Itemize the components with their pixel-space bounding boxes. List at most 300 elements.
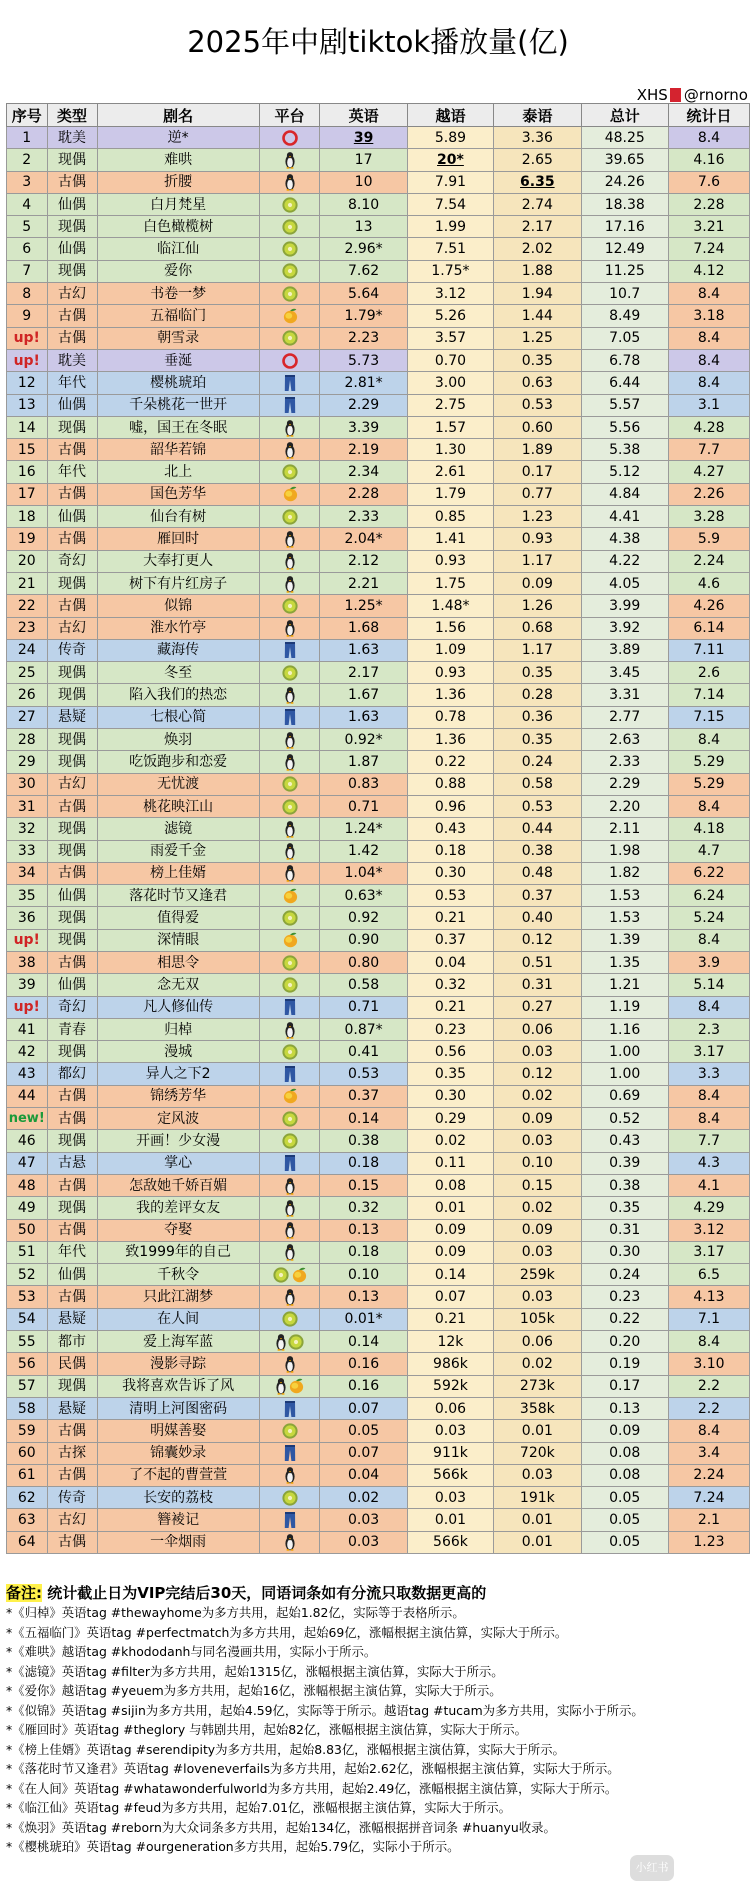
english-views-cell: 2.21	[320, 572, 407, 594]
rank-cell: 13	[7, 394, 48, 416]
mango-icon	[290, 1267, 308, 1283]
header-stat-date: 统计日	[668, 104, 749, 127]
table-row	[7, 1219, 750, 1241]
drama-title-cell: 雨爱千金	[97, 840, 259, 862]
genre-cell: 年代	[47, 461, 97, 483]
drama-title-cell: 雁回时	[97, 528, 259, 550]
genre-cell: 现偶	[47, 907, 97, 929]
drama-title-cell: 临江仙	[97, 238, 259, 260]
platform-cell	[259, 149, 320, 171]
table-row	[7, 1108, 750, 1130]
drama-title-cell: 千秋令	[97, 1264, 259, 1286]
genre-cell: 古幻	[47, 283, 97, 305]
note-line: *《爱你》越语tag #yeuem为多方共用，起始16亿，涨幅根据主演估算，实际大于所示。	[6, 1683, 502, 1698]
kiwi-icon	[281, 219, 299, 235]
genre-cell: 都市	[47, 1331, 97, 1353]
rank-cell: up!	[7, 327, 48, 349]
vietnamese-views-cell: 0.30	[407, 1085, 493, 1107]
genre-cell: 奇幻	[47, 996, 97, 1018]
header-rank: 序号	[7, 104, 48, 127]
thai-views-cell: 0.38	[494, 840, 581, 862]
stat-date-cell: 3.1	[668, 394, 749, 416]
platform-cell	[259, 1264, 320, 1286]
penguin-icon	[284, 420, 296, 436]
kiwi-icon	[281, 665, 299, 681]
total-views-cell: 2.29	[581, 773, 668, 795]
platform-cell	[259, 885, 320, 907]
genre-cell: 古偶	[47, 1085, 97, 1107]
mango-icon	[281, 932, 299, 948]
genre-cell: 仙偶	[47, 974, 97, 996]
total-views-cell: 2.11	[581, 818, 668, 840]
rank-cell: 64	[7, 1531, 48, 1553]
rank-cell: 2	[7, 149, 48, 171]
english-views-cell: 2.12	[320, 550, 407, 572]
rank-cell: 22	[7, 595, 48, 617]
rank-cell: 50	[7, 1219, 48, 1241]
header-platform: 平台	[259, 104, 320, 127]
kiwi-icon	[281, 464, 299, 480]
platform-cell	[259, 1174, 320, 1196]
total-views-cell: 0.30	[581, 1241, 668, 1263]
rank-cell: 51	[7, 1241, 48, 1263]
genre-cell: 仙偶	[47, 506, 97, 528]
platform-cell	[259, 1130, 320, 1152]
kiwi-icon	[281, 799, 299, 815]
penguin-icon	[275, 1334, 287, 1350]
total-views-cell: 48.25	[581, 127, 668, 149]
table-row	[7, 260, 750, 282]
genre-cell: 都幻	[47, 1063, 97, 1085]
vietnamese-views-cell: 12k	[407, 1331, 493, 1353]
genre-cell: 古幻	[47, 1509, 97, 1531]
platform-cell	[259, 1197, 320, 1219]
genre-cell: 现偶	[47, 751, 97, 773]
thai-views-cell: 259k	[494, 1264, 581, 1286]
penguin-icon	[284, 620, 296, 636]
stat-date-cell: 4.16	[668, 149, 749, 171]
jeans-icon	[284, 999, 296, 1015]
drama-title-cell: 千朵桃花一世开	[97, 394, 259, 416]
stat-date-cell: 4.29	[668, 1197, 749, 1219]
thai-views-cell: 0.01	[494, 1531, 581, 1553]
thai-views-cell: 1.23	[494, 506, 581, 528]
note-line: *《焕羽》英语tag #reborn为大众词条多方共用，起始134亿，涨幅根据拼音词条 #huanyu收录。	[6, 1819, 556, 1835]
table-row	[7, 327, 750, 349]
thai-views-cell: 358k	[494, 1397, 581, 1419]
genre-cell: 耽美	[47, 127, 97, 149]
vietnamese-views-cell: 1.41	[407, 528, 493, 550]
genre-cell: 悬疑	[47, 1397, 97, 1419]
thai-views-cell: 0.44	[494, 818, 581, 840]
penguin-icon	[284, 1467, 296, 1483]
stat-date-cell: 8.4	[668, 996, 749, 1018]
total-views-cell: 2.77	[581, 706, 668, 728]
genre-cell: 现偶	[47, 729, 97, 751]
stat-date-cell: 8.4	[668, 1420, 749, 1442]
rank-cell: 43	[7, 1063, 48, 1085]
penguin-icon	[284, 1534, 296, 1550]
english-views-cell: 5.64	[320, 283, 407, 305]
table-row	[7, 193, 750, 215]
stat-date-cell: 8.4	[668, 349, 749, 371]
header-thai: 泰语	[494, 104, 581, 127]
penguin-icon	[284, 1178, 296, 1194]
platform-cell	[259, 639, 320, 661]
rank-cell: 47	[7, 1152, 48, 1174]
thai-views-cell: 1.89	[494, 439, 581, 461]
stat-date-cell: 8.4	[668, 283, 749, 305]
english-views-cell: 0.10	[320, 1264, 407, 1286]
kiwi-icon	[281, 1311, 299, 1327]
total-views-cell: 6.44	[581, 372, 668, 394]
drama-title-cell: 异人之下2	[97, 1063, 259, 1085]
credit	[637, 86, 748, 104]
platform-cell	[259, 1487, 320, 1509]
genre-cell: 古偶	[47, 595, 97, 617]
stat-date-cell: 7.15	[668, 706, 749, 728]
stat-date-cell: 8.4	[668, 127, 749, 149]
rank-cell: 6	[7, 238, 48, 260]
total-views-cell: 5.12	[581, 461, 668, 483]
stat-date-cell: 2.26	[668, 483, 749, 505]
table-row	[7, 416, 750, 438]
rank-cell: 8	[7, 283, 48, 305]
vietnamese-views-cell: 0.22	[407, 751, 493, 773]
drama-title-cell: 凡人修仙传	[97, 996, 259, 1018]
vietnamese-views-cell: 0.01	[407, 1509, 493, 1531]
platform-cell	[259, 349, 320, 371]
header-vietnamese: 越语	[407, 104, 493, 127]
rank-cell: 33	[7, 840, 48, 862]
total-views-cell: 5.57	[581, 394, 668, 416]
genre-cell: 古偶	[47, 171, 97, 193]
total-views-cell: 0.05	[581, 1531, 668, 1553]
platform-cell	[259, 840, 320, 862]
vietnamese-views-cell: 1.57	[407, 416, 493, 438]
penguin-icon	[284, 174, 296, 190]
drama-title-cell: 只此江湖梦	[97, 1286, 259, 1308]
platform-cell	[259, 394, 320, 416]
thai-views-cell: 0.35	[494, 662, 581, 684]
english-views-cell: 0.16	[320, 1375, 407, 1397]
thai-views-cell: 0.60	[494, 416, 581, 438]
table-row	[7, 572, 750, 594]
thai-views-cell: 0.12	[494, 1063, 581, 1085]
total-views-cell: 2.33	[581, 751, 668, 773]
genre-cell: 古悬	[47, 1152, 97, 1174]
genre-cell: 仙偶	[47, 238, 97, 260]
drama-title-cell: 大奉打更人	[97, 550, 259, 572]
thai-views-cell: 0.02	[494, 1353, 581, 1375]
platform-cell	[259, 595, 320, 617]
red-ring-icon	[281, 130, 299, 146]
drama-title-cell: 滤镜	[97, 818, 259, 840]
english-views-cell: 0.03	[320, 1531, 407, 1553]
table-row	[7, 885, 750, 907]
genre-cell: 民偶	[47, 1353, 97, 1375]
english-views-cell: 0.14	[320, 1331, 407, 1353]
stat-date-cell: 2.28	[668, 193, 749, 215]
total-views-cell: 3.89	[581, 639, 668, 661]
genre-cell: 古幻	[47, 617, 97, 639]
platform-cell	[259, 528, 320, 550]
english-views-cell: 13	[320, 216, 407, 238]
stat-date-cell: 4.1	[668, 1174, 749, 1196]
english-views-cell: 2.17	[320, 662, 407, 684]
vietnamese-views-cell: 0.23	[407, 1018, 493, 1040]
vietnamese-views-cell: 20*	[407, 149, 493, 171]
vietnamese-views-cell: 1.79	[407, 483, 493, 505]
header-type: 类型	[47, 104, 97, 127]
vietnamese-views-cell: 0.93	[407, 550, 493, 572]
rank-cell: 42	[7, 1041, 48, 1063]
penguin-icon	[284, 843, 296, 859]
english-views-cell: 1.87	[320, 751, 407, 773]
stat-date-cell: 8.4	[668, 1108, 749, 1130]
english-views-cell: 3.39	[320, 416, 407, 438]
platform-cell	[259, 1531, 320, 1553]
english-views-cell: 0.38	[320, 1130, 407, 1152]
platform-cell	[259, 1241, 320, 1263]
vietnamese-views-cell: 0.21	[407, 1308, 493, 1330]
genre-cell: 仙偶	[47, 394, 97, 416]
platform-cell	[259, 773, 320, 795]
english-views-cell: 0.07	[320, 1397, 407, 1419]
table-row	[7, 506, 750, 528]
table-row	[7, 1264, 750, 1286]
kiwi-icon	[281, 1133, 299, 1149]
drama-title-cell: 白月梵星	[97, 193, 259, 215]
total-views-cell: 0.38	[581, 1174, 668, 1196]
genre-cell: 现偶	[47, 1130, 97, 1152]
genre-cell: 古偶	[47, 1420, 97, 1442]
total-views-cell: 1.82	[581, 862, 668, 884]
total-views-cell: 0.52	[581, 1108, 668, 1130]
rank-cell: 39	[7, 974, 48, 996]
english-views-cell: 0.18	[320, 1152, 407, 1174]
platform-cell	[259, 907, 320, 929]
jeans-icon	[284, 375, 296, 391]
english-views-cell: 0.63*	[320, 885, 407, 907]
rank-cell: 34	[7, 862, 48, 884]
genre-cell: 古偶	[47, 483, 97, 505]
total-views-cell: 1.21	[581, 974, 668, 996]
genre-cell: 现偶	[47, 1041, 97, 1063]
stat-date-cell: 3.28	[668, 506, 749, 528]
table-row	[7, 528, 750, 550]
table-row	[7, 840, 750, 862]
drama-title-cell: 树下有片红房子	[97, 572, 259, 594]
rank-cell: 60	[7, 1442, 48, 1464]
drama-title-cell: 清明上河图密码	[97, 1397, 259, 1419]
total-views-cell: 0.35	[581, 1197, 668, 1219]
vietnamese-views-cell: 0.03	[407, 1420, 493, 1442]
table-row	[7, 305, 750, 327]
english-views-cell: 0.32	[320, 1197, 407, 1219]
note-line: *《落花时节又逢君》英语tag #loveneverfails为多方共用，起始2.62亿，涨幅根据主演估算，实际大于所示。	[6, 1761, 620, 1776]
table-row	[7, 729, 750, 751]
platform-cell	[259, 662, 320, 684]
platform-cell	[259, 439, 320, 461]
kiwi-icon	[281, 1111, 299, 1127]
platform-cell	[259, 216, 320, 238]
table-row	[7, 394, 750, 416]
rank-cell: 35	[7, 885, 48, 907]
total-views-cell: 12.49	[581, 238, 668, 260]
total-views-cell: 0.09	[581, 1420, 668, 1442]
drama-title-cell: 似锦	[97, 595, 259, 617]
vietnamese-views-cell: 592k	[407, 1375, 493, 1397]
rank-cell: 24	[7, 639, 48, 661]
platform-cell	[259, 305, 320, 327]
platform-cell	[259, 238, 320, 260]
stat-date-cell: 8.4	[668, 729, 749, 751]
rank-cell: 32	[7, 818, 48, 840]
stat-date-cell: 3.12	[668, 1219, 749, 1241]
kiwi-icon	[281, 977, 299, 993]
total-views-cell: 1.00	[581, 1041, 668, 1063]
rank-cell: 46	[7, 1130, 48, 1152]
genre-cell: 古偶	[47, 1464, 97, 1486]
stat-date-cell: 4.7	[668, 840, 749, 862]
platform-cell	[259, 283, 320, 305]
stat-date-cell: 3.17	[668, 1041, 749, 1063]
rank-cell: 5	[7, 216, 48, 238]
thai-views-cell: 0.31	[494, 974, 581, 996]
thai-views-cell: 0.03	[494, 1286, 581, 1308]
vietnamese-views-cell: 0.70	[407, 349, 493, 371]
total-views-cell: 0.05	[581, 1487, 668, 1509]
genre-cell: 现偶	[47, 840, 97, 862]
drama-title-cell: 念无双	[97, 974, 259, 996]
note-line: *《樱桃琥珀》英语tag #ourgeneration多方共用，起始5.79亿，实际小于所示。	[6, 1839, 460, 1854]
kiwi-icon	[281, 776, 299, 792]
total-views-cell: 17.16	[581, 216, 668, 238]
note-line: *《归棹》英语tag #thewayhome为多方共用，起始1.82亿，实际等于表格所示。	[6, 1605, 465, 1620]
stat-date-cell: 2.3	[668, 1018, 749, 1040]
total-views-cell: 3.92	[581, 617, 668, 639]
mango-icon	[287, 1378, 305, 1394]
rank-cell: 20	[7, 550, 48, 572]
platform-cell	[259, 1041, 320, 1063]
drama-title-cell: 长安的荔枝	[97, 1487, 259, 1509]
table-row	[7, 929, 750, 951]
table-row	[7, 1041, 750, 1063]
platform-cell	[259, 1308, 320, 1330]
platform-cell	[259, 684, 320, 706]
kiwi-icon	[281, 910, 299, 926]
drama-title-cell: 一伞烟雨	[97, 1531, 259, 1553]
total-views-cell: 1.53	[581, 907, 668, 929]
stat-date-cell: 7.14	[668, 684, 749, 706]
drama-title-cell: 爱上海军蓝	[97, 1331, 259, 1353]
kiwi-icon	[281, 1044, 299, 1060]
thai-views-cell: 0.17	[494, 461, 581, 483]
rank-cell: up!	[7, 996, 48, 1018]
penguin-icon	[284, 865, 296, 881]
english-views-cell: 7.62	[320, 260, 407, 282]
vietnamese-views-cell: 0.01	[407, 1197, 493, 1219]
thai-views-cell: 0.28	[494, 684, 581, 706]
platform-cell	[259, 572, 320, 594]
penguin-icon	[284, 1222, 296, 1238]
kiwi-icon	[281, 330, 299, 346]
header-total: 总计	[581, 104, 668, 127]
english-views-cell: 2.96*	[320, 238, 407, 260]
total-views-cell: 0.31	[581, 1219, 668, 1241]
platform-cell	[259, 1152, 320, 1174]
total-views-cell: 24.26	[581, 171, 668, 193]
drama-title-cell: 簪裬记	[97, 1509, 259, 1531]
platform-cell	[259, 1331, 320, 1353]
platform-cell	[259, 416, 320, 438]
english-views-cell: 0.90	[320, 929, 407, 951]
thai-views-cell: 3.36	[494, 127, 581, 149]
total-views-cell: 0.20	[581, 1331, 668, 1353]
vietnamese-views-cell: 0.35	[407, 1063, 493, 1085]
rank-cell: 12	[7, 372, 48, 394]
genre-cell: 悬疑	[47, 1308, 97, 1330]
table-row	[7, 1286, 750, 1308]
total-views-cell: 0.23	[581, 1286, 668, 1308]
rank-cell: 49	[7, 1197, 48, 1219]
drama-title-cell: 夺娶	[97, 1219, 259, 1241]
rank-cell: up!	[7, 349, 48, 371]
drama-title-cell: 我的差评女友	[97, 1197, 259, 1219]
vietnamese-views-cell: 566k	[407, 1531, 493, 1553]
total-views-cell: 1.00	[581, 1063, 668, 1085]
english-views-cell: 1.04*	[320, 862, 407, 884]
rank-cell: 27	[7, 706, 48, 728]
table-row	[7, 1375, 750, 1397]
platform-cell	[259, 751, 320, 773]
vietnamese-views-cell: 3.00	[407, 372, 493, 394]
thai-views-cell: 0.09	[494, 1108, 581, 1130]
thai-views-cell: 2.65	[494, 149, 581, 171]
genre-cell: 悬疑	[47, 706, 97, 728]
table-row	[7, 773, 750, 795]
thai-views-cell: 720k	[494, 1442, 581, 1464]
english-views-cell: 2.81*	[320, 372, 407, 394]
drama-title-cell: 白色橄榄树	[97, 216, 259, 238]
rank-cell: 1	[7, 127, 48, 149]
stat-date-cell: 3.21	[668, 216, 749, 238]
kiwi-icon	[281, 197, 299, 213]
english-views-cell: 0.13	[320, 1219, 407, 1241]
total-views-cell: 5.38	[581, 439, 668, 461]
table-row	[7, 706, 750, 728]
table-row	[7, 483, 750, 505]
drama-title-cell: 致1999年的自己	[97, 1241, 259, 1263]
total-views-cell: 5.56	[581, 416, 668, 438]
thai-views-cell: 105k	[494, 1308, 581, 1330]
vietnamese-views-cell: 2.75	[407, 394, 493, 416]
genre-cell: 传奇	[47, 639, 97, 661]
genre-cell: 传奇	[47, 1487, 97, 1509]
stat-date-cell: 3.18	[668, 305, 749, 327]
platform-cell	[259, 929, 320, 951]
thai-views-cell: 0.40	[494, 907, 581, 929]
genre-cell: 古偶	[47, 862, 97, 884]
rank-cell: 58	[7, 1397, 48, 1419]
total-views-cell: 0.08	[581, 1442, 668, 1464]
stat-date-cell: 8.4	[668, 1085, 749, 1107]
total-views-cell: 11.25	[581, 260, 668, 282]
table-row	[7, 1130, 750, 1152]
drama-title-cell: 桃花映江山	[97, 795, 259, 817]
stat-date-cell: 4.27	[668, 461, 749, 483]
